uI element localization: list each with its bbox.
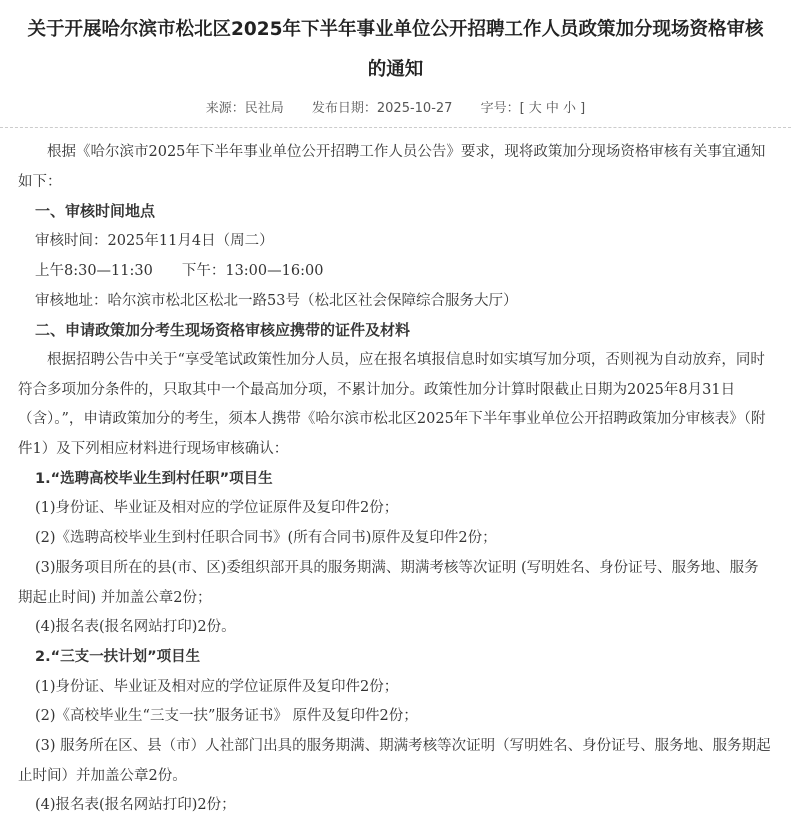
list-item: (4)报名表(报名网站打印)2份。 — [35, 619, 236, 636]
list-item: (2)《选聘高校毕业生到村任职合同书》(所有合同书)原件及复印件2份； — [35, 530, 497, 547]
subheading-village-officials: 1.“选聘高校毕业生到村任职”项目生 — [35, 470, 273, 487]
audit-time: 审核时间：2025年11月4日（周二） — [35, 233, 274, 250]
article-meta — [0, 96, 791, 122]
font-size-switcher[interactable]: 字号：[ 大 中 小 ] — [480, 101, 586, 116]
list-item: (2)《高校毕业生“三支一扶”服务证书》 原件及复印件2份； — [35, 708, 418, 725]
section-heading-2: 二、申请政策加分考生现场资格审核应携带的证件及材料 — [35, 321, 411, 340]
audit-hours: 上午8:30—11:30 下午：13:00—16:00 — [35, 262, 324, 279]
list-item: (1)身份证、毕业证及相对应的学位证原件及复印件2份； — [35, 500, 399, 517]
section-2-paragraph: 根据招聘公告中关于“享受笔试政策性加分人员，应在报名填报信息时如实填写加分项，否则视为自动放弃，同时符合多项加分条件的，只取其中一个最高加分项，不累计加分。政策性加分计算时限截止日期为2025年8月31日（含）。”，申请政策加分的考生，须本人携带《哈尔滨市松北区2025年下半年事业单位公开招聘政策加分审核表》（附件1）及下列相应材料进行现场审核确认： — [18, 351, 766, 458]
publish-date: 发布日期：2025-10-27 — [311, 101, 453, 116]
intro-paragraph: 根据《哈尔滨市2025年下半年事业单位公开招聘工作人员公告》要求，现将政策加分现场资格审核有关事宜通知如下： — [18, 144, 766, 190]
subheading-three-supports: 2.“三支一扶计划”项目生 — [35, 648, 201, 665]
section-heading-1: 一、审核时间地点 — [35, 202, 156, 221]
article-title: 关于开展哈尔滨市松北区2025年下半年事业单位公开招聘工作人员政策加分现场资格审核的通知 — [27, 19, 764, 80]
list-item: (3)服务项目所在的县(市、区)委组织部开具的服务期满、期满考核等次证明 (写明姓名、身份证号、服务地、服务期起止时间) 并加盖公章2份； — [18, 559, 759, 606]
list-item: (1)身份证、毕业证及相对应的学位证原件及复印件2份； — [35, 678, 399, 695]
article-content — [0, 128, 791, 821]
list-item: (4)报名表(报名网站打印)2份； — [35, 797, 236, 814]
audit-address: 审核地址：哈尔滨市松北区松北一路53号（松北区社会保障综合服务大厅） — [35, 292, 518, 309]
source-label: 来源：民社局 — [205, 101, 284, 116]
list-item: (3) 服务所在区、县（市）人社部门出具的服务期满、期满考核等次证明（写明姓名、身份证号、服务地、服务期起止时间）并加盖公章2份。 — [18, 738, 771, 784]
